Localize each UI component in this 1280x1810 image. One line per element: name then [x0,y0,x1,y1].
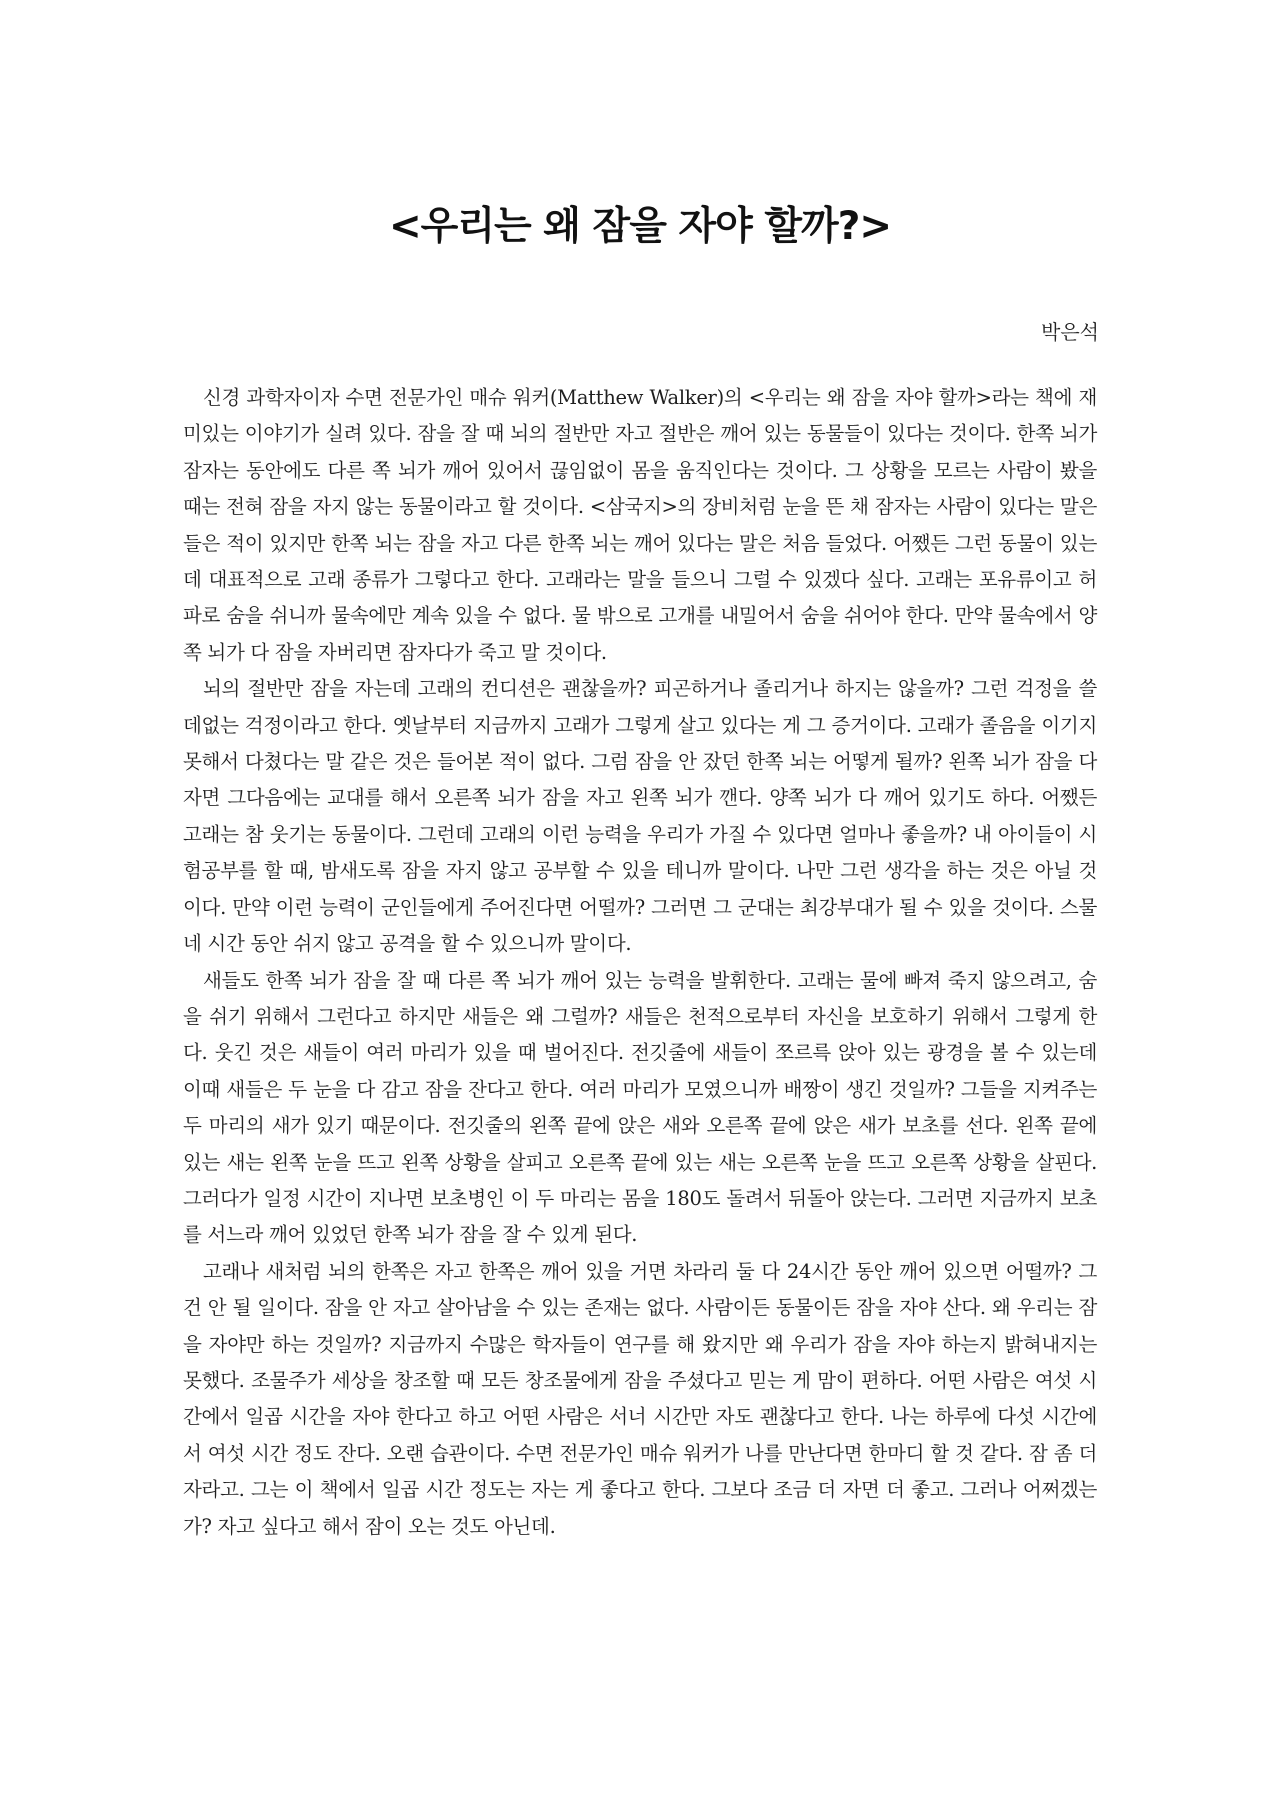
paragraph-3: 새들도 한쪽 뇌가 잠을 잘 때 다른 쪽 뇌가 깨어 있는 능력을 발휘한다. 고래는 물에 빠져 죽지 않으려고, 숨을 쉬기 위해서 그런다고 하지만 새들은 왜 그럴까? 새들은 천적으로부터 자신을 보호하기 위해서 그렇게 한다. 웃긴 것은 새들이 여러 마리가 있을 때 벌어진다. 전깃줄에 새들이 쪼르륵 앉아 있는 광경을 볼 수 있는데 이때 새들은 두 눈을 다 감고 잠을 잔다고 한다. 여러 마리가 모였으니까 배짱이 생긴 것일까? 그들을 지켜주는 두 마리의 새가 있기 때문이다. 전깃줄의 왼쪽 끝에 앉은 새와 오른쪽 끝에 앉은 새가 보초를 선다. 왼쪽 끝에 있는 새는 왼쪽 눈을 뜨고 왼쪽 상황을 살피고 오른쪽 끝에 있는 새는 오른쪽 눈을 뜨고 오른쪽 상황을 살핀다. 그러다가 일정 시간이 지나면 보초병인 이 두 마리는 몸을 180도 돌려서 뒤돌아 앉는다. 그러면 지금까지 보초를 서느라 깨어 있었던 한쪽 뇌가 잠을 잘 수 있게 된다. [183,968,1097,1247]
document-body [183,380,1097,1545]
paragraph-4: 고래나 새처럼 뇌의 한쪽은 자고 한쪽은 깨어 있을 거면 차라리 둘 다 24시간 동안 깨어 있으면 어떨까? 그건 안 될 일이다. 잠을 안 자고 살아남을 수 있는 존재는 없다. 사람이든 동물이든 잠을 자야 산다. 왜 우리는 잠을 자야만 하는 것일까? 지금까지 수많은 학자들이 연구를 해 왔지만 왜 우리가 잠을 자야 하는지 밝혀내지는 못했다. 조물주가 세상을 창조할 때 모든 창조물에게 잠을 주셨다고 믿는 게 맘이 편하다. 어떤 사람은 여섯 시간에서 일곱 시간을 자야 한다고 하고 어떤 사람은 서너 시간만 자도 괜찮다고 한다. 나는 하루에 다섯 시간에서 여섯 시간 정도 잔다. 오랜 습관이다. 수면 전문가인 매슈 워커가 나를 만난다면 한마디 할 것 같다. 잠 좀 더 자라고. 그는 이 책에서 일곱 시간 정도는 자는 게 좋다고 한다. 그보다 조금 더 자면 더 좋고. 그러나 어쩌겠는가? 자고 싶다고 해서 잠이 오는 것도 아닌데. [183,1259,1097,1538]
author-name: 박은석 [1041,320,1099,344]
paragraph-1: 신경 과학자이자 수면 전문가인 매슈 워커(Matthew Walker)의 <우리는 왜 잠을 자야 할까>라는 책에 재미있는 이야기가 실려 있다. 잠을 잘 때 뇌의 절반만 자고 절반은 깨어 있는 동물들이 있다는 것이다. 한쪽 뇌가 잠자는 동안에도 다른 쪽 뇌가 깨어 있어서 끊임없이 몸을 움직인다는 것이다. 그 상황을 모르는 사람이 봤을 때는 전혀 잠을 자지 않는 동물이라고 할 것이다. <삼국지>의 장비처럼 눈을 뜬 채 잠자는 사람이 있다는 말은 들은 적이 있지만 한쪽 뇌는 잠을 자고 다른 한쪽 뇌는 깨어 있다는 말은 처음 들었다. 어쨌든 그런 동물이 있는데 대표적으로 고래 종류가 그렇다고 한다. 고래라는 말을 들으니 그럴 수 있겠다 싶다. 고래는 포유류이고 허파로 숨을 쉬니까 물속에만 계속 있을 수 없다. 물 밖으로 고개를 내밀어서 숨을 쉬어야 한다. 만약 물속에서 양쪽 뇌가 다 잠을 자버리면 잠자다가 죽고 말 것이다. [183,386,1097,664]
paragraph-2: 뇌의 절반만 잠을 자는데 고래의 컨디션은 괜찮을까? 피곤하거나 졸리거나 하지는 않을까? 그런 걱정을 쓸데없는 걱정이라고 한다. 옛날부터 지금까지 고래가 그렇게 살고 있다는 게 그 증거이다. 고래가 졸음을 이기지 못해서 다쳤다는 말 같은 것은 들어본 적이 없다. 그럼 잠을 안 잤던 한쪽 뇌는 어떻게 될까? 왼쪽 뇌가 잠을 다 자면 그다음에는 교대를 해서 오른쪽 뇌가 잠을 자고 왼쪽 뇌가 깬다. 양쪽 뇌가 다 깨어 있기도 하다. 어쨌든 고래는 참 웃기는 동물이다. 그런데 고래의 이런 능력을 우리가 가질 수 있다면 얼마나 좋을까? 내 아이들이 시험공부를 할 때, 밤새도록 잠을 자지 않고 공부할 수 있을 테니까 말이다. 나만 그런 생각을 하는 것은 아닐 것이다. 만약 이런 능력이 군인들에게 주어진다면 어떨까? 그러면 그 군대는 최강부대가 될 수 있을 것이다. 스물네 시간 동안 쉬지 않고 공격을 할 수 있으니까 말이다. [183,677,1097,956]
document-title: <우리는 왜 잠을 자야 할까?> [388,204,892,249]
